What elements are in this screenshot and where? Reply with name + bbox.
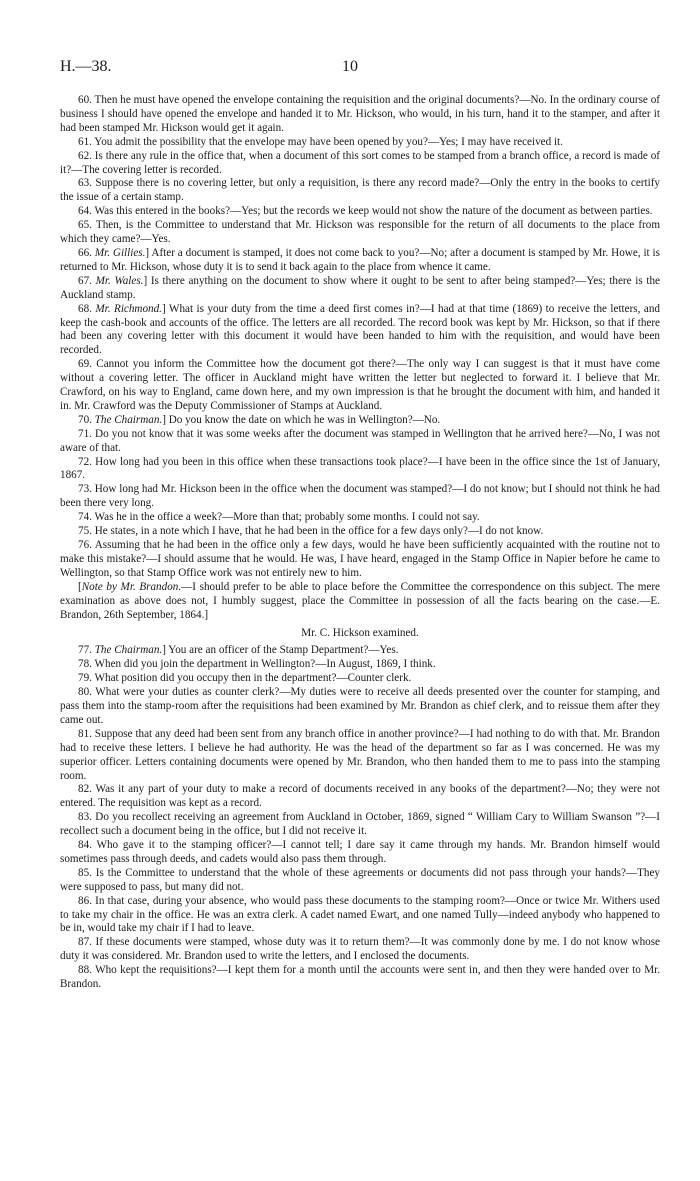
paragraph-62: 62. Is there any rule in the office that, when a document of this sort comes to be stamped from a branch office, a record is made of it?—The covering letter is recorded. [60,149,660,176]
paragraph-86: 86. In that case, during your absence, who would pass these documents to the stamping room?—Once or twice Mr. Withers used to take my chair in the office. He was an extra clerk. A cadet named Ewart, and one named Tully—indeed anybody who happened to be in, would take my chair if I had to leave. [60,894,660,935]
question-number: 77. [78,644,92,657]
paragraph-85: 85. Is the Committee to understand that the whole of these agreements or documents did not pass through your hands?—They were supposed to pass, but many did not. [60,866,660,893]
paragraph-61: 61. You admit the possibility that the envelope may have been opened by you?—Yes; I may have received it. [78,135,563,148]
paragraph-71: 71. Do you not know that it was some weeks after the document was stamped in Wellington that he arrived here?—No, I was not aware of that. [60,427,660,454]
paragraph-78: 78. When did you join the department in Wellington?—In August, 1869, I think. [78,658,436,671]
page-header [60,58,640,80]
brandon-note: [Note by Mr. Brandon.—I should prefer to be able to place before the Committee the correspondence on this subject. The mere examination as above does not, I humbly suggest, place the Committee in possession of all the facts bearing on the case.—E. Brandon, 26th September, 1864.] [60,580,660,621]
paragraph-60: 60. Then he must have opened the envelope containing the requisition and the original documents?—No. In the ordinary course of business I should have opened the envelope and handed it to Mr. Hickson, who would, in his turn, hand it to the stamper, and after it had been stamped Mr. Hickson would get it again. [60,94,660,134]
paragraph-74: 74. Was he in the office a week?—More than that; probably some months. I could not say. [78,511,480,524]
paragraph-text: ] You are an officer of the Stamp Department?—Yes. [162,644,399,657]
note-text: —I should prefer to be able to place before the Committee the correspondence on this subject. The mere examination as above does not, I humbly suggest, place the Committee in possession of all the facts bearing on the case.—E. Brandon, 26th September, 1864. [60,580,660,621]
paragraph-64: 64. Was this entered in the books?—Yes; but the records we keep would not show the nature of the document as between parties. [78,205,653,218]
document-reference: H.—38. [60,58,112,75]
question-number: 68. [78,302,92,315]
paragraph-75: 75. He states, in a note which I have, that he had been in the office for a few days only?—I do not know. [78,525,544,538]
paragraph-63: 63. Suppose there is no covering letter, but only a requisition, is there any record made?—Only the entry in the books to certify the issue of a certain stamp. [60,177,660,204]
paragraph-68 [60,303,660,359]
paragraph-73: 73. How long had Mr. Hickson been in the office when the document was stamped?—I do not know; but I should not think he had been there very long. [60,483,660,510]
paragraph-72: 72. How long had you been in this office when these transactions took place?—I have been in the office since the 1st of January, 1867. [60,455,660,482]
speaker-name: Mr. Gillies. [94,246,146,259]
question-number: 67. [78,274,92,287]
question-number: 66. [78,246,92,259]
speaker-name: The Chairman. [94,413,163,426]
paragraph-83: 83. Do you recollect receiving an agreement from Auckland in October, 1869, signed “ William Cary to William Swanson ”?—I recollect such a document being in the office, but I did not receive it. [60,811,660,838]
speaker-name: The Chairman. [94,644,163,657]
note-label: Note by Mr. Brandon. [81,580,182,593]
paragraph-65: 65. Then, is the Committee to understand that Mr. Hickson was responsible for the return of all documents to the place from which they came?—Yes. [60,219,660,246]
paragraph-text: ] After a document is stamped, it does not come back to you?—No; after a document is stamped by Mr. Howe, it is returned to Mr. Hickson, whose duty it is to send it back again to the place from whence it came. [60,246,660,273]
question-number: 70. [78,413,92,426]
page-number: 10 [342,58,358,75]
paragraph-text: ] Is there anything on the document to show where it ought to be sent to after being stamped?—Yes; there is the Auckland stamp. [60,274,660,301]
paragraph-81: 81. Suppose that any deed had been sent from any branch office in another province?—I had nothing to do with that. Mr. Brandon had to receive these letters. I believe he had authority. He was the head of the department so far as I was concerned. He was my superior officer. Letters containing documents were opened by Mr. Brandon, who then handed them to me to pass into the stamping room. [60,727,660,782]
paragraph-69: 69. Cannot you inform the Committee how the document got there?—The only way I can suggest is that it must have come without a covering letter. The officer in Auckland might have written the letter but neglected to forward it. I believe that Mr. Crawford, on his way to England, came down here, and my own impression is that he brought the document with him, and handed it in. Mr. Crawford was the Deputy Commissioner of Stamps at Auckland. [60,358,660,412]
paragraph-88: 88. Who kept the requisitions?—I kept them for a month until the accounts were sent in, and then they were handed over to Mr. Brandon. [60,964,660,991]
paragraph-82: 82. Was it any part of your duty to make a record of documents received in any books of the department?—No; they were not entered. The requisition was kept as a record. [60,783,660,810]
paragraph-text: ] What is your duty from the time a deed first comes in?—I had at that time (1869) to receive the letters, and keep the cash-book and accounts of the office. The letters are all recorded. The record book was kept by Mr. Hickson, so that if there had been any covering letter with this document it would have been handed to him with the requisition, and would have been recorded. [60,302,660,357]
paragraph-76: 76. Assuming that he had been in the office only a few days, would he have been sufficiently acquainted with the routine not to make this mistake?—I should assume that he would. He was, I have heard, engaged in the Stamp Office in Napier before he came to Wellington, so that Stamp Office work was not entirely new to him. [60,539,660,579]
paragraph-66 [60,247,660,275]
paragraph-79: 79. What position did you occupy then in the department?—Counter clerk. [78,672,412,685]
paragraph-text: ] Do you know the date on which he was in Wellington?—No. [162,413,441,426]
paragraph-67 [60,275,660,303]
speaker-name: Mr. Richmond. [95,302,162,315]
speaker-name: Mr. Wales. [95,274,144,287]
page-body [60,94,660,992]
paragraph-80: 80. What were your duties as counter clerk?—My duties were to receive all deeds presented over the counter for stamping, and pass them into the stamp-room after the requisitions had been examined by Mr. Brandon as chief clerk, and to reissue them after they came out. [60,686,660,726]
paragraph-84: 84. Who gave it to the stamping officer?—I cannot tell; I dare say it came through my hands. Mr. Brandon himself would sometimes pass through deeds, and cadets would also pass them through. [60,839,660,865]
paragraph-87: 87. If these documents were stamped, whose duty was it to return them?—It was commonly done by me. I do not know whose duty it was considered. Mr. Brandon used to write the letters, and I enclosed the documents. [60,936,660,963]
paragraph-77 [60,644,660,658]
section-heading: Mr. C. Hickson examined. [301,627,419,640]
paragraph-70 [60,414,660,428]
